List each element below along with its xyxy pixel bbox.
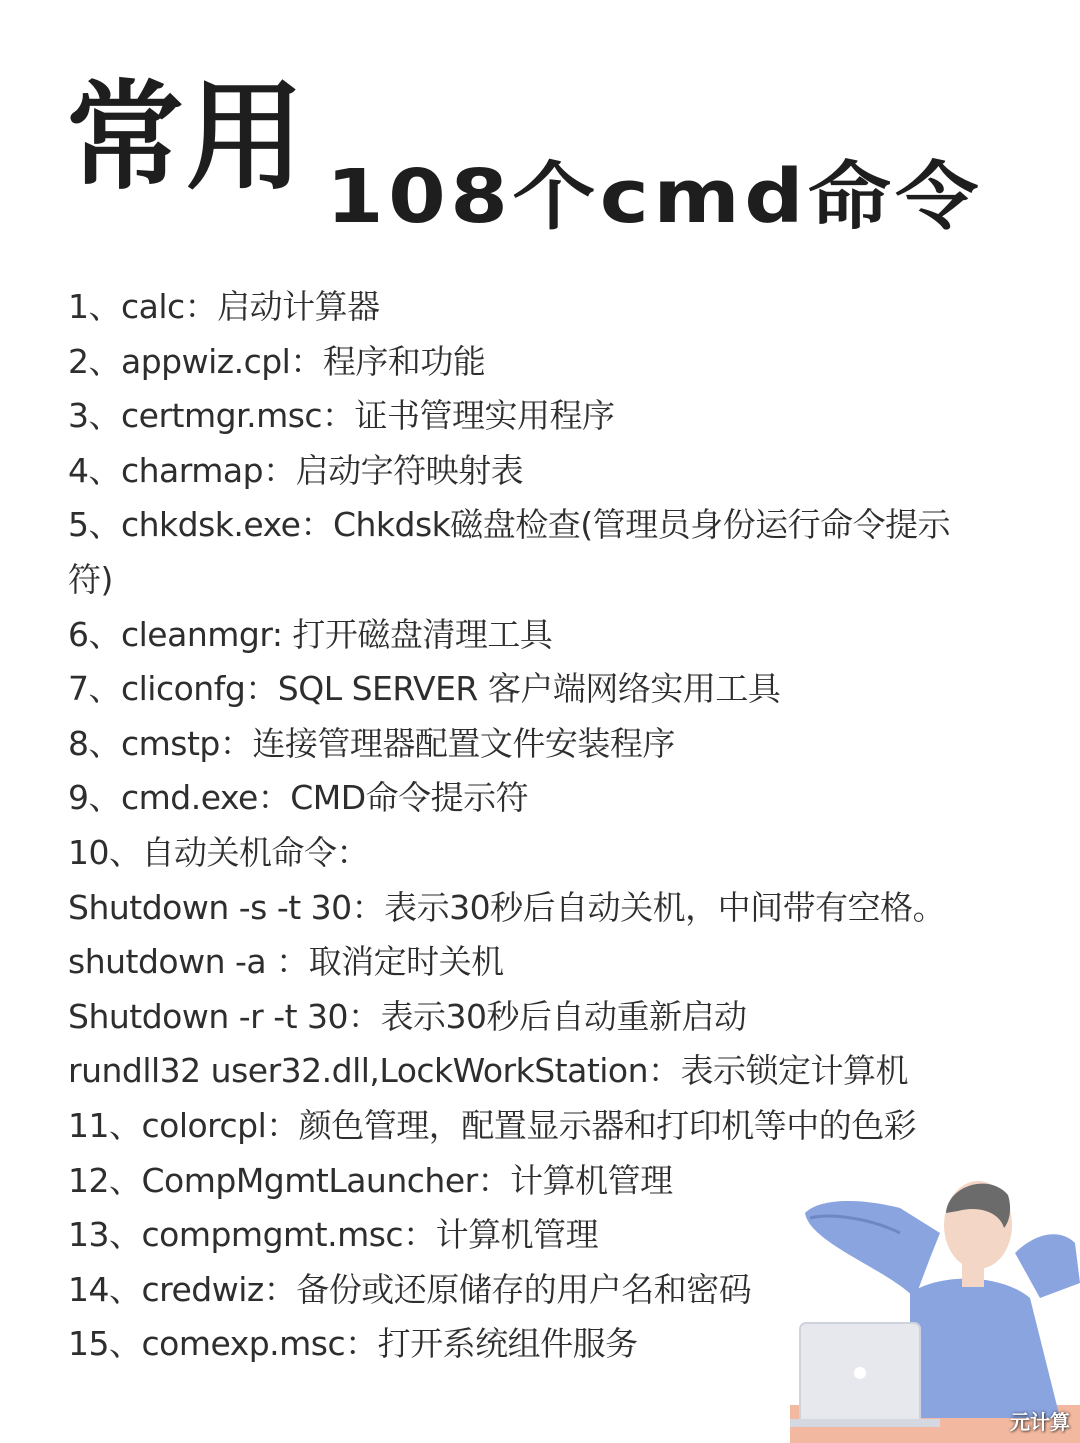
list-item: 11、colorcpl：颜色管理，配置显示器和打印机等中的色彩 <box>68 1105 917 1145</box>
list-item: 5、chkdsk.exe：Chkdsk磁盘检查(管理员身份运行命令提示符) <box>68 505 951 599</box>
page-subtitle: 108个cmd命令 <box>326 154 983 240</box>
list-item: 10、自动关机命令： <box>68 832 369 872</box>
list-item: Shutdown -s -t 30：表示30秒后自动关机，中间带有空格。 <box>68 887 946 927</box>
list-item: 1、calc：启动计算器 <box>68 287 380 326</box>
list-item: shutdown -a ：取消定时关机 <box>68 942 504 982</box>
list-item: 8、cmstp：连接管理器配置文件安装程序 <box>68 723 675 763</box>
list-item: 9、cmd.exe：CMD命令提示符 <box>68 778 529 818</box>
list-item: 4、charmap：启动字符映射表 <box>68 450 524 490</box>
list-item: 14、credwiz：备份或还原储存的用户名和密码 <box>68 1269 752 1309</box>
watermark: 元计算 <box>1010 1410 1070 1434</box>
laptop-logo <box>854 1367 866 1379</box>
list-item: 12、CompMgmtLauncher：计算机管理 <box>68 1160 673 1200</box>
relaxing-person-illustration <box>790 1173 1080 1443</box>
list-item: 2、appwiz.cpl：程序和功能 <box>68 341 486 381</box>
list-item: 13、compmgmt.msc：计算机管理 <box>68 1215 599 1255</box>
list-item: 3、certmgr.msc：证书管理实用程序 <box>68 396 615 436</box>
shirt-shape <box>910 1279 1060 1418</box>
list-item: Shutdown -r -t 30：表示30秒后自动重新启动 <box>68 996 747 1036</box>
list-item: 7、cliconfg：SQL SERVER 客户端网络实用工具 <box>68 669 781 709</box>
page-title: 常用 <box>66 68 307 206</box>
list-item: 6、cleanmgr: 打开磁盘清理工具 <box>68 614 553 654</box>
list-item: rundll32 user32.dll,LockWorkStation：表示锁定计算机 <box>68 1051 909 1091</box>
list-item: 15、comexp.msc：打开系统组件服务 <box>68 1324 638 1364</box>
laptop-base <box>790 1419 940 1427</box>
right-arm-shape <box>1015 1234 1080 1298</box>
